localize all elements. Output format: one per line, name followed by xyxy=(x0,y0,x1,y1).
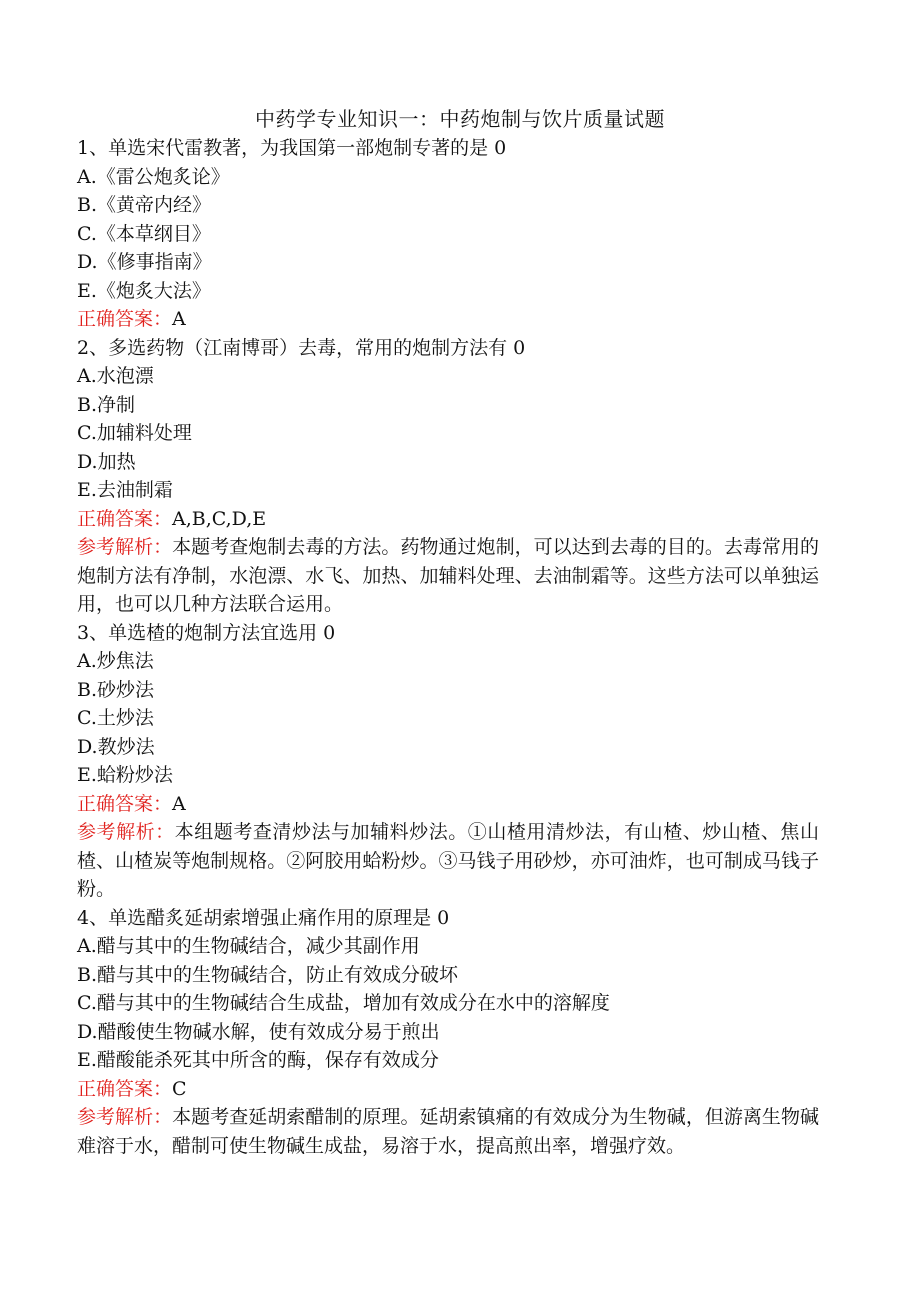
answer-line xyxy=(77,790,819,819)
option-c: C.《本草纲目》 xyxy=(77,222,211,245)
option-c: C.加辅料处理 xyxy=(77,422,192,444)
option-b: B.砂炒法 xyxy=(77,678,155,701)
question-list xyxy=(77,134,819,1160)
analysis-paragraph xyxy=(77,1103,819,1160)
answer-line xyxy=(77,305,819,334)
answer-label: 正确答案： xyxy=(77,792,173,815)
option-b: B.《黄帝内经》 xyxy=(77,194,212,216)
option-a: A.水泡漂 xyxy=(77,365,154,387)
question-3 xyxy=(77,619,819,904)
option-a: A.醋与其中的生物碱结合，减少其副作用 xyxy=(77,935,420,957)
option-a: A.《雷公炮炙论》 xyxy=(77,165,230,188)
analysis-label: 参考解析： xyxy=(77,821,175,843)
option-d: D.加热 xyxy=(77,450,136,473)
answer-line xyxy=(77,505,819,534)
question-2 xyxy=(77,334,819,619)
option-d: D.醋酸使生物碱水解，使有效成分易于煎出 xyxy=(77,1020,440,1043)
question-stem: 2、多选药物（江南博哥）去毒，常用的炮制方法有 0 xyxy=(77,336,526,359)
option-a: A.炒焦法 xyxy=(77,650,154,672)
option-e: E.去油制霜 xyxy=(77,479,173,501)
option-b: B.醋与其中的生物碱结合，防止有效成分破坏 xyxy=(77,963,459,986)
analysis-text: 本题考查延胡索醋制的原理。延胡索镇痛的有效成分为生物碱，但游离生物碱难溶于水，醋制可使生物碱生成盐，易溶于水，提高煎出率，增强疗效。 xyxy=(77,1106,819,1157)
answer-label: 正确答案： xyxy=(77,507,173,530)
option-c: C.土炒法 xyxy=(77,707,154,729)
option-d: D.《修事指南》 xyxy=(77,251,212,273)
option-c: C.醋与其中的生物碱结合生成盐，增加有效成分在水中的溶解度 xyxy=(77,992,610,1014)
question-4 xyxy=(77,904,819,1161)
answer-label: 正确答案： xyxy=(77,1077,173,1100)
analysis-label: 参考解析： xyxy=(77,1106,173,1128)
analysis-label: 参考解析： xyxy=(77,536,173,558)
question-stem: 1、单选宋代雷教著，为我国第一部炮制专著的是 0 xyxy=(77,137,507,159)
document-title: 中药学专业知识一：中药炮制与饮片质量试题 xyxy=(255,107,665,131)
option-b: B.净制 xyxy=(77,393,136,416)
question-stem: 4、单选醋炙延胡索增强止痛作用的原理是 0 xyxy=(77,906,450,929)
analysis-text: 本组题考查清炒法与加辅料炒法。①山楂用清炒法，有山楂、炒山楂、焦山楂、山楂炭等炮制规格。②阿胶用蛤粉炒。③马钱子用砂炒，亦可油炸，也可制成马钱子粉。 xyxy=(77,821,819,900)
answer-value: A,B,C,D,E xyxy=(172,507,267,530)
analysis-text: 本题考查炮制去毒的方法。药物通过炮制，可以达到去毒的目的。去毒常用的炮制方法有净制，水泡漂、水飞、加热、加辅料处理、去油制霜等。这些方法可以单独运用，也可以几种方法联合运用。 xyxy=(77,536,819,615)
option-d: D.教炒法 xyxy=(77,735,155,758)
option-e: E.《炮炙大法》 xyxy=(77,279,211,302)
answer-value: A xyxy=(172,308,186,330)
answer-value: C xyxy=(172,1077,187,1100)
analysis-paragraph xyxy=(77,533,819,619)
answer-line xyxy=(77,1075,819,1104)
question-stem: 3、单选楂的炮制方法宜选用 0 xyxy=(77,621,336,644)
answer-label: 正确答案： xyxy=(77,308,173,330)
question-1 xyxy=(77,134,819,334)
option-e: E.蛤粉炒法 xyxy=(77,764,173,786)
answer-value: A xyxy=(172,792,186,815)
analysis-paragraph xyxy=(77,818,819,904)
option-e: E.醋酸能杀死其中所含的酶，保存有效成分 xyxy=(77,1049,439,1071)
